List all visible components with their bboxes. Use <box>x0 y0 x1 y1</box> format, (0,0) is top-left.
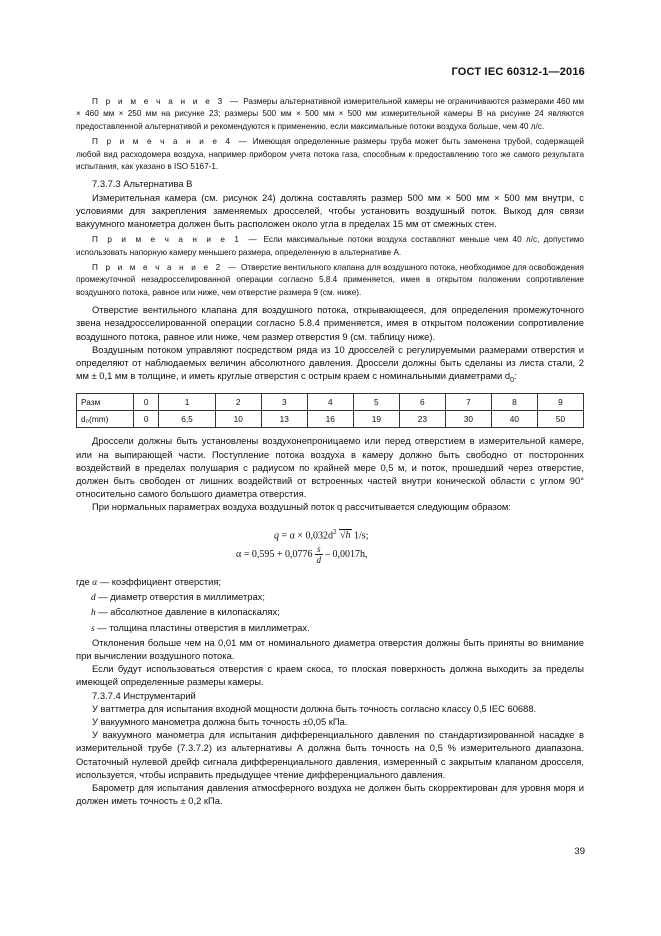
paragraph-wattmeter: У ваттметра для испытания входной мощности должна быть точность согласно классу 0,5 IEC 60688. <box>92 702 537 714</box>
table-row-diameters <box>77 411 584 428</box>
paragraph-vacuum-gauge: У вакуумного манометра должна быть точность ±0,05 кПа. <box>92 715 348 727</box>
formula-flow: $q = \alpha \times 0,032d^2$ √h 1/s; <box>274 527 369 541</box>
table-cell: 10 <box>215 411 261 428</box>
legend-line <box>76 590 584 605</box>
paragraph-barometer: Барометр для испытания давления атмосферного воздуха не должен быть скорректирован для уровня моря и должен иметь точность ± 0,2 кПа. <box>76 781 584 807</box>
table-cell: 6 <box>399 394 445 411</box>
paragraph-deviation: Отклонения больше чем на 0,01 мм от номинального диаметра отверстия должны быть приняты во внимание при вычислении воздушного потока. <box>76 636 584 661</box>
note-label: П р и м е ч а н и е 1 — <box>92 235 260 245</box>
formula-unit: 1/s; <box>351 529 369 541</box>
fraction-numerator: s <box>317 543 321 554</box>
table-cell: 1 <box>159 394 215 411</box>
paragraph-throttles: Воздушным потоком управляют посредством ряда из 10 дросселей с регулируемыми размерами отверстия и определяют от наблюдаемых величин абсолютного давления. Дроссели должны быть сделаны из листа стали, 2 мм ± 0,1 мм в толщине, и иметь круглые отверстия с острым краем с номинальными диаметрами $d_0$: <box>76 343 584 385</box>
note-label: П р и м е ч а н и е 2 — <box>92 263 239 273</box>
note-text: Если максимальные потоки воздуха составляют меньше чем 40 л/с, допустимо использовать напорную камеру меньшего размера, определенную в альтернативе А. <box>76 235 584 257</box>
fraction-denominator: d <box>316 554 322 565</box>
page-content <box>76 96 584 807</box>
table-cell: 16 <box>307 411 353 428</box>
section-heading-7373: 7.3.7.3 Альтернатива В <box>92 178 193 190</box>
legend-line <box>76 621 584 636</box>
table-cell: 9 <box>537 394 583 411</box>
note-label: П р и м е ч а н и е 3 — <box>92 97 241 106</box>
table-row-sizes <box>77 394 584 411</box>
symbol-legend <box>76 575 584 636</box>
legend-intro: где <box>76 575 90 587</box>
note-4 <box>76 136 584 173</box>
formula-alpha-tail: – 0,0017h, <box>322 548 368 560</box>
page-number: 39 <box>574 846 585 857</box>
table-cell: 5 <box>353 394 399 411</box>
table-cell: 4 <box>307 394 353 411</box>
table-cell: 40 <box>491 411 537 428</box>
document-header: ГОСТ IEC 60312-1—2016 <box>451 66 585 78</box>
throttles-text: Воздушным потоком управляют посредством ряда из 10 дросселей с регулируемыми размерами отверстия и определяют от наблюдаемых величин абсолютного давления. Дроссели должны быть сделаны из листа стали, 2 мм ± 0,1 мм в толщине, и иметь круглые отверстия с острым краем с номинальными диаметрами d <box>76 343 584 382</box>
legend-symbol: α <box>92 577 98 588</box>
formula-q: q <box>274 529 279 541</box>
note-text: Размеры альтернативной измерительной камеры не ограничиваются размерами 460 мм × 460 мм × 250 мм на рисунке 23; размеры 500 мм × 500 мм × 500 мм измерительной камеры В на рисунке 24 являются предоставленной альтернативой и рекомендуются к применению, если максимальные потоки воздуха больше, чем 40 л/с. <box>76 97 584 131</box>
formula-alpha <box>236 544 584 565</box>
table-cell: 23 <box>399 411 445 428</box>
formula-fraction <box>315 544 323 565</box>
paragraph-mounting: Дроссели должны быть установлены воздухонепроницаемо или перед отверстием в измерительной камере, или на выпирающей части. Поступление потока воздуха в камеру должно быть свободно от посторонних воздействий в пределах полушария с радиусом по крайней мере 0,5 м, и поток, прошедший через отверстие, должен быть свободен от лишних воздействий от встроенных частей внутри конической области с углом 90° относительно самого большого диаметра отверстия. <box>76 435 584 500</box>
table-cell: 6,5 <box>159 411 215 428</box>
table-row-label: d₀(mm) <box>77 411 134 428</box>
legend-text: — толщина пластины отверстия в миллиметрах. <box>94 621 310 633</box>
legend-symbol: h <box>91 608 96 619</box>
table-cell: 0 <box>134 394 159 411</box>
legend-symbol: d <box>91 593 96 604</box>
note-text: Имеющая определенные размеры труба может быть заменена трубой, содержащей любой вид расходомера воздуха, например прибором учета потока газа, способным к предоставлению того же самого результата испытания, как указано в ISO 5167-1. <box>76 137 584 172</box>
paragraph-7373: Измерительная камера (см. рисунок 24) должна составлять размер 500 мм × 500 мм × 500 мм внутри, с условиями для закрепления заменяемых дросселей, чтобы установить воздушный поток. Выход для связи вакуумного манометра должен быть расположен около угла в пределах 15 мм от смежных стен. <box>76 191 584 230</box>
legend-line <box>76 605 584 620</box>
table-cell: 2 <box>215 394 261 411</box>
formula-alpha-lhs: α = 0,595 + 0,0776 <box>236 548 316 560</box>
table-cell: 3 <box>261 394 307 411</box>
note-text: Отверстие вентильного клапана для воздушного потока, необходимое для освобождения промежуточной незадросселированной операции согласно 5.8.4 применяется, имея в открытом положении сопротивление воздушного потока, равное или ниже, чем отверстие размера 9 (см. ниже). <box>76 263 584 297</box>
legend-text: — диаметр отверстия в миллиметрах; <box>95 591 265 603</box>
paragraph-valve: Отверстие вентильного клапана для воздушного потока, открывающееся, для определения промежуточного звена незадросселированной операции согласно 5.8.4 применяется, имея в открытом положении сопротивление воздушного потока, равное или ниже, чем размер отверстия 9 (см. таблицу ниже). <box>76 304 584 342</box>
paragraph-diff-pressure: У вакуумного манометра для испытания дифференциального давления по стандартизированной насадке в измерительной трубе (7.3.7.2) из альтернативы А должна быть точность на 0,5 % измерительного диапазона. Остаточный нулевой дрейф сигнала дифференциального давления, измеренный с закрытым клапаном дросселя, используется, чтобы исправить предыдущее чтение дифференциального давления. <box>76 729 584 780</box>
table-row-label: Разм <box>77 394 134 411</box>
formula-rhs: = α × 0,032d <box>279 529 334 541</box>
table-cell: 0 <box>134 411 159 428</box>
paragraph-flow-intro: При нормальных параметрах воздуха воздушный поток q рассчитывается следующим образом: <box>92 501 511 513</box>
table-cell: 19 <box>353 411 399 428</box>
section-heading-7374: 7.3.7.4 Инструментарий <box>92 689 196 701</box>
table-cell: 30 <box>445 411 491 428</box>
note-1 <box>76 234 584 259</box>
table-cell: 8 <box>491 394 537 411</box>
note-3 <box>76 96 584 133</box>
table-cell: 7 <box>445 394 491 411</box>
legend-line <box>76 575 584 590</box>
legend-text: — абсолютное давление в килопаскалях; <box>95 606 280 618</box>
legend-text: — коэффициент отверстия; <box>97 575 222 587</box>
table-cell: 13 <box>261 411 307 428</box>
table-cell: 50 <box>537 411 583 428</box>
note-label: П р и м е ч а н и е 4 — <box>92 137 250 147</box>
paragraph-bevel: Если будут использоваться отверстия с краем скоса, то плоская поверхность должна выходить за пределы имеющей определенные размеры камеры. <box>76 663 584 688</box>
note-2 <box>76 262 584 299</box>
orifice-table <box>76 393 584 428</box>
legend-symbol: s <box>91 623 95 634</box>
